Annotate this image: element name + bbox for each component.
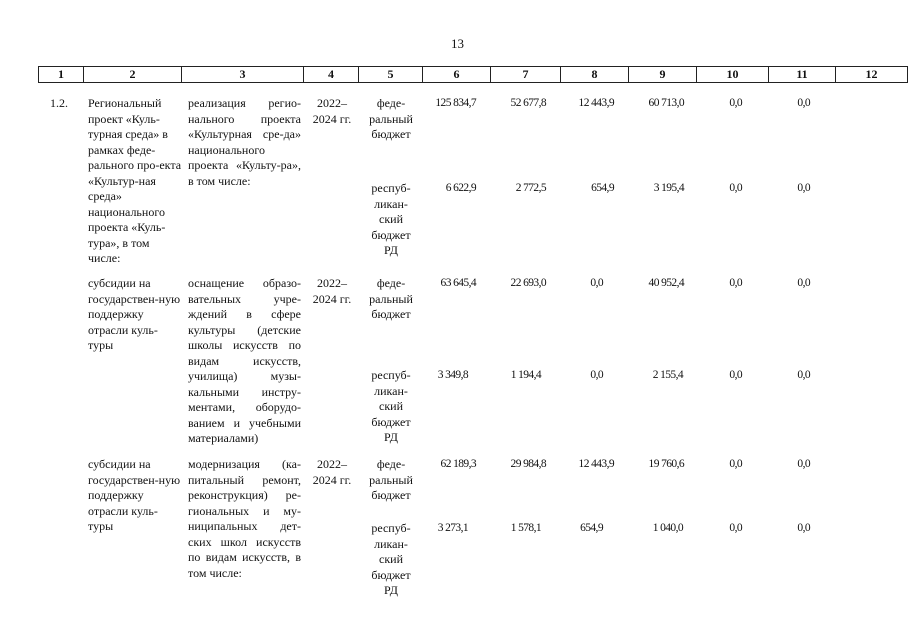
value-col10: 0,0 [729,97,742,109]
column-header: 6 [422,67,490,82]
value-col8: 654,9 [580,522,603,534]
activity-description: реализация регио-нального проекта «Культурная сре-да» национального проекта «Культу-ра», в том числе: [188,96,301,188]
value-col7: 22 693,0 [510,277,546,289]
column-header: 7 [490,67,560,82]
value-col8: 12 443,9 [578,97,614,109]
column-header: 9 [628,67,696,82]
project-name: субсидии на государствен-ную поддержку отрасли куль-туры [88,457,181,533]
value-col9: 19 760,6 [648,458,684,470]
activity-description: модернизация (ка-питальный ремонт, реконструкция) ре-гиональных и му-ниципальных дет-ских школ искусств по видам искусств, в том числе: [188,457,301,580]
value-col7: 1 578,1 [510,522,541,534]
period: 2022–2024 гг. [312,457,352,487]
value-col6: 3 273,1 [437,522,468,534]
table-header [38,66,908,83]
value-col9: 2 155,4 [652,369,683,381]
value-col9: 1 040,0 [652,522,683,534]
project-name: субсидии на государствен-ную поддержку отрасли куль-туры [88,276,181,352]
value-col8: 12 443,9 [578,458,614,470]
value-col6: 3 349,8 [437,369,468,381]
period: 2022–2024 гг. [312,276,352,306]
column-header: 8 [560,67,628,82]
value-col10: 0,0 [729,182,742,194]
value-col7: 2 772,5 [515,182,546,194]
value-col9: 40 952,4 [648,277,684,289]
value-col8: 0,0 [590,369,603,381]
value-col8: 654,9 [591,182,614,194]
column-header: 11 [768,67,835,82]
value-col10: 0,0 [729,458,742,470]
column-header: 4 [303,67,358,82]
value-col8: 0,0 [590,277,603,289]
period: 2022–2024 гг. [312,96,352,126]
column-header: 5 [358,67,422,82]
value-col9: 60 713,0 [648,97,684,109]
funding-source: феде-ральный бюджет [369,457,413,502]
row-index: 1.2. [50,96,68,110]
funding-source: феде-ральный бюджет [369,96,413,141]
value-col11: 0,0 [797,369,810,381]
value-col11: 0,0 [797,182,810,194]
page-number: 13 [451,36,464,51]
value-col11: 0,0 [797,277,810,289]
column-header: 1 [38,67,83,82]
value-col11: 0,0 [797,522,810,534]
value-col7: 1 194,4 [510,369,541,381]
column-header: 3 [181,67,303,82]
value-col10: 0,0 [729,522,742,534]
value-col6: 125 834,7 [435,97,476,109]
value-col6: 62 189,3 [440,458,476,470]
column-header: 2 [83,67,181,82]
value-col9: 3 195,4 [653,182,684,194]
value-col7: 52 677,8 [510,97,546,109]
column-header: 12 [835,67,908,82]
value-col7: 29 984,8 [510,458,546,470]
value-col11: 0,0 [797,458,810,470]
value-col10: 0,0 [729,277,742,289]
value-col10: 0,0 [729,369,742,381]
funding-source: респуб-ликан-ский бюджет РД [371,368,411,444]
column-header: 10 [696,67,768,82]
activity-description: оснащение образо-вательных учре-ждений в сфере культуры (детские школы искусств по видам искусств, училища) музы-кальными инстру-ментами, оборудо-ванием и учебными материалами) [188,276,301,445]
funding-source: феде-ральный бюджет [369,276,413,321]
value-col11: 0,0 [797,97,810,109]
funding-source: респуб-ликан-ский бюджет РД [371,521,411,597]
value-col6: 63 645,4 [440,277,476,289]
funding-source: респуб-ликан-ский бюджет РД [371,181,411,257]
value-col6: 6 622,9 [445,182,476,194]
project-name: Региональный проект «Куль-турная среда» в рамках феде-рального про-екта «Культур-ная среда» национального проекта «Куль-тура», в том числе: [88,96,182,265]
